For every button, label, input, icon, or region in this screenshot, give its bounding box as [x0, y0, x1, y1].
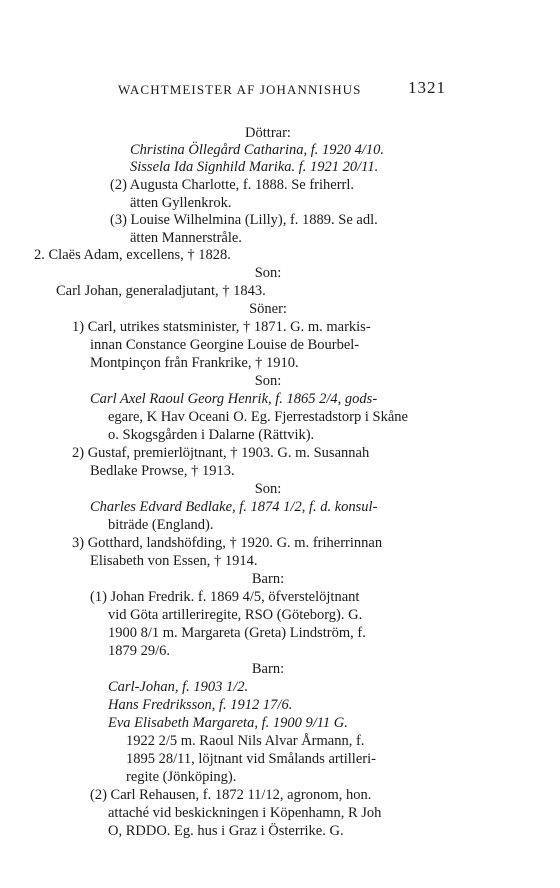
- text-line: Carl-Johan, f. 1903 1/2.: [108, 679, 249, 695]
- text-line: innan Constance Georgine Louise de Bourbel-: [90, 337, 360, 353]
- text-line: O, RDDO. Eg. hus i Graz i Österrike. G.: [108, 823, 344, 839]
- heading-son: Son:: [254, 481, 282, 497]
- running-title: WACHTMEISTER AF JOHANNISHUS: [118, 82, 362, 97]
- text-line: 2) Gustaf, premierlöjtnant, † 1903. G. m. Susannah: [72, 445, 370, 461]
- text-line: Bedlake Prowse, † 1913.: [90, 463, 235, 479]
- text-line: 2. Claës Adam, excellens, † 1828.: [34, 247, 231, 263]
- text-line: Charles Edvard Bedlake, f. 1874 1/2, f. d. konsul-: [90, 499, 378, 515]
- text-line: 1) Carl, utrikes statsminister, † 1871. G. m. markis-: [72, 319, 371, 335]
- text-line: Carl Axel Raoul Georg Henrik, f. 1865 2/4, gods-: [90, 391, 378, 407]
- text-line: Montpinçon från Frankrike, † 1910.: [90, 355, 299, 371]
- text-line: Christina Öllegård Catharina, f. 1920 4/10.: [130, 142, 385, 158]
- text-line: Sissela Ida Signhild Marika. f. 1921 20/11.: [130, 159, 379, 175]
- text-line: (1) Johan Fredrik. f. 1869 4/5, öfverstelöjtnant: [90, 589, 360, 605]
- text-line: (3) Louise Wilhelmina (Lilly), f. 1889. Se adl.: [110, 212, 378, 228]
- text-line: o. Skogsgården i Dalarne (Rättvik).: [108, 427, 315, 443]
- text-line: (2) Augusta Charlotte, f. 1888. Se friherrl.: [110, 177, 355, 193]
- heading-barn: Barn:: [251, 661, 285, 677]
- text-line: ätten Mannerstråle.: [130, 230, 242, 246]
- text-line: biträde (England).: [108, 517, 214, 533]
- text-line: Carl Johan, generaladjutant, † 1843.: [56, 283, 266, 299]
- heading-son: Son:: [254, 373, 282, 389]
- text-line: 3) Gotthard, landshöfding, † 1920. G. m. friherrinnan: [72, 535, 383, 551]
- page-number: 1321: [408, 78, 446, 97]
- text-line: ätten Gyllenkrok.: [130, 195, 232, 211]
- heading-dottrar: Döttrar:: [245, 125, 291, 141]
- text-line: Eva Elisabeth Margareta, f. 1900 9/11 G.: [108, 715, 348, 731]
- text-line: egare, K Hav Oceani O. Eg. Fjerrestadstorp i Skåne: [108, 409, 408, 425]
- text-line: 1900 8/1 m. Margareta (Greta) Lindström, f.: [108, 625, 366, 641]
- text-line: 1895 28/11, löjtnant vid Smålands artilleri-: [126, 751, 376, 767]
- heading-soner: Söner:: [249, 301, 287, 317]
- heading-barn: Barn:: [251, 571, 285, 587]
- text-line: Elisabeth von Essen, † 1914.: [90, 553, 258, 569]
- text-line: 1922 2/5 m. Raoul Nils Alvar Årmann, f.: [126, 733, 365, 749]
- text-line: 1879 29/6.: [108, 643, 171, 659]
- text-line: regite (Jönköping).: [126, 769, 237, 785]
- text-line: (2) Carl Rehausen, f. 1872 11/12, agronom, hon.: [90, 787, 372, 803]
- text-line: vid Göta artilleriregite, RSO (Göteborg). G.: [108, 607, 363, 623]
- text-line: attaché vid beskickningen i Köpenhamn, R Joh: [108, 805, 382, 821]
- text-line: Hans Fredriksson, f. 1912 17/6.: [108, 697, 293, 713]
- heading-son: Son:: [254, 265, 282, 281]
